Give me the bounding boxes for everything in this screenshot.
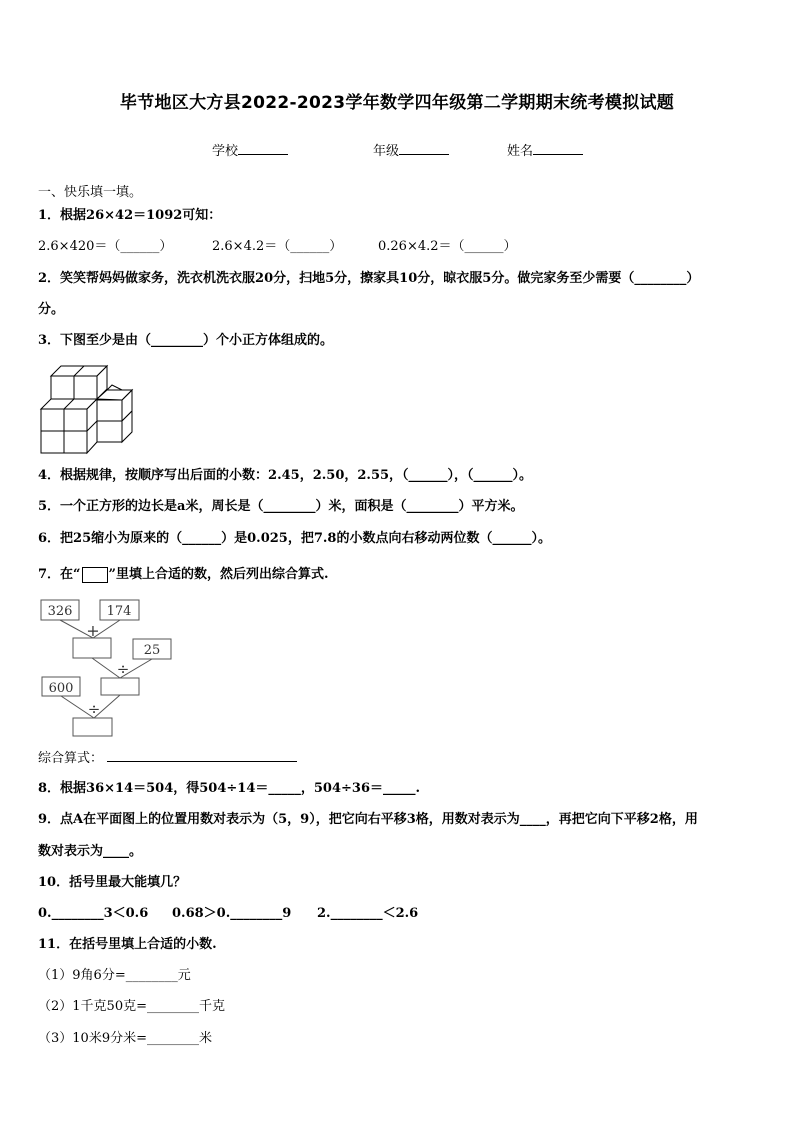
question-1-part-b: 2.6×4.2＝（______） <box>212 239 343 254</box>
question-10-stem: 10．括号里最大能填几？ <box>38 875 187 890</box>
question-10-part-a: 0.________3＜0.6 <box>38 906 149 921</box>
calculation-flow-diagram <box>40 598 180 740</box>
num-25: 25 <box>143 643 161 658</box>
cube-figure <box>40 366 135 454</box>
section-heading: 一、快乐填一填。 <box>38 185 143 200</box>
blank-box-sum[interactable] <box>73 638 111 658</box>
question-3-text: 3．下图至少是由（________）个小正方体组成的。 <box>38 333 334 348</box>
question-11-part-1: （1）9角6分=________元 <box>38 968 191 983</box>
combined-formula-label: 综合算式： <box>38 751 104 766</box>
school-field[interactable] <box>212 140 288 159</box>
num-326: 326 <box>47 604 73 619</box>
box-symbol-icon <box>82 567 108 583</box>
question-9-line-1: 9．点A在平面图上的位置用数对表示为（5，9），把它向右平移3格，用数对表示为____，再把它向下平移2格，用 <box>38 812 698 827</box>
divide-sign-2: ÷ <box>87 700 101 718</box>
question-8-text: 8．根据36×14＝504，得504÷14＝_____，504÷36＝_____. <box>38 781 421 796</box>
question-2-line-1: 2．笑笑帮妈妈做家务，洗衣机洗衣服20分，扫地5分，擦家具10分，晾衣服5分。做完家务至少需要（________） <box>38 271 700 286</box>
question-11-part-2: （2）1千克50克=________千克 <box>38 999 225 1014</box>
combined-formula-blank[interactable] <box>107 749 297 762</box>
question-9-line-2: 数对表示为____。 <box>38 844 143 859</box>
grade-label: 年级 <box>373 144 400 159</box>
num-600: 600 <box>48 681 74 696</box>
num-174: 174 <box>106 604 132 619</box>
grade-field[interactable] <box>373 140 449 159</box>
question-2-line-2: 分。 <box>38 302 65 317</box>
question-7-suffix: ”里填上合适的数，然后列出综合算式. <box>108 567 329 582</box>
question-11-stem: 11．在括号里填上合适的小数. <box>38 937 217 952</box>
name-label: 姓名 <box>507 144 534 159</box>
divide-sign-1: ÷ <box>116 660 130 678</box>
question-1-part-a: 2.6×420＝（______） <box>38 239 173 254</box>
question-6-text: 6．把25缩小为原来的（______）是0.025，把7.8的小数点向右移动两位数（______）。 <box>38 531 551 546</box>
school-blank[interactable] <box>238 142 288 155</box>
question-11-part-3: （3）10米9分米=________米 <box>38 1031 212 1046</box>
blank-box-quotient[interactable] <box>101 678 139 695</box>
question-5-text: 5．一个正方形的边长是a米，周长是（________）米，面积是（________）平方米。 <box>38 499 524 514</box>
name-field[interactable] <box>507 140 583 159</box>
page-title: 毕节地区大方县2022-2023学年数学四年级第二学期期末统考模拟试题 <box>119 93 675 113</box>
question-10-part-c: 2.________＜2.6 <box>317 906 419 921</box>
question-7-prefix: 7．在“ <box>38 567 81 582</box>
school-label: 学校 <box>212 144 239 159</box>
question-10-part-b: 0.68＞0.________9 <box>172 906 292 921</box>
question-1-stem: 1．根据26×42＝1092可知： <box>38 208 222 223</box>
plus-sign: + <box>86 621 100 640</box>
combined-formula-row <box>38 749 297 768</box>
question-1-part-c: 0.26×4.2＝（______） <box>378 239 517 254</box>
name-blank[interactable] <box>533 142 583 155</box>
question-7-text <box>38 566 329 584</box>
blank-box-result[interactable] <box>73 718 112 736</box>
student-info-row <box>0 140 794 160</box>
question-4-text: 4．根据规律，按顺序写出后面的小数：2.45，2.50，2.55，（______），（______）。 <box>38 468 533 483</box>
grade-blank[interactable] <box>399 142 449 155</box>
